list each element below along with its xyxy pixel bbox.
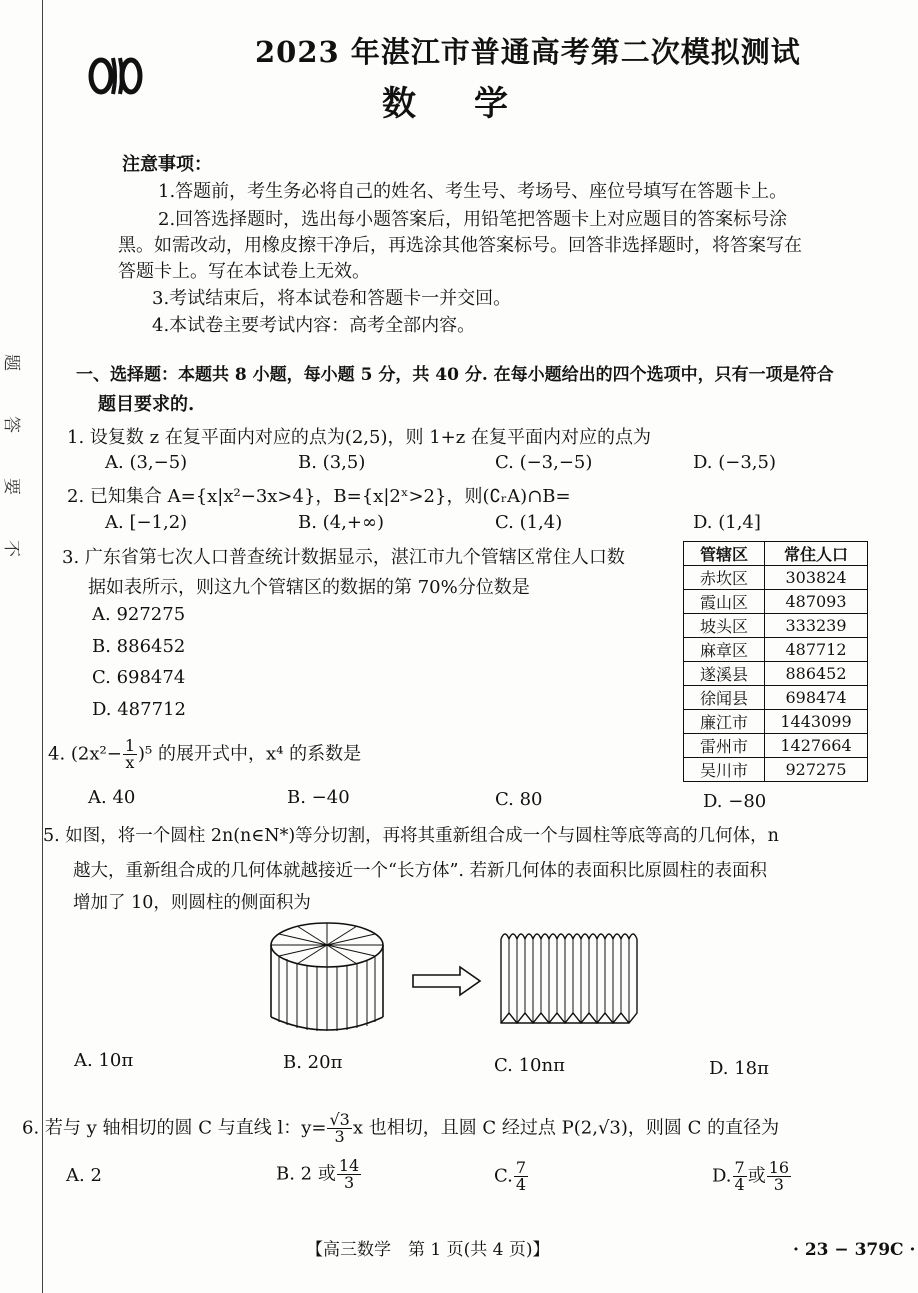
- question-stem: 1. 设复数 z 在复平面内对应的点为(2,5)，则 1+z 在复平面内对应的点为: [67, 427, 651, 448]
- question-stem: 5. 如图，将一个圆柱 2n(n∈N*)等分切割，再将其重新组合成一个与圆柱等底等高的几何体，n: [43, 826, 779, 846]
- notice-line: 4.本试卷主要考试内容：高考全部内容。: [152, 315, 476, 336]
- table-cell: 1443099: [765, 710, 868, 734]
- option-b: B. 20π: [283, 1052, 343, 1073]
- q4-fraction: [123, 738, 137, 771]
- q4-frac-den: x: [125, 753, 135, 772]
- option-b: [276, 1158, 362, 1191]
- section-heading: 题目要求的.: [98, 394, 195, 415]
- option-c: C. (−3,−5): [495, 452, 593, 473]
- table-cell: 487093: [765, 590, 868, 614]
- table-row: [684, 734, 868, 758]
- notice-line: 1.答题前，考生务必将自己的姓名、考生号、考场号、座位号填写在答题卡上。: [158, 181, 788, 202]
- question-stem: [22, 1112, 779, 1145]
- option-d-fraction-1: [733, 1160, 747, 1193]
- q4-prefix: 4. (2x²−: [48, 743, 122, 765]
- option-d-prefix: D.: [712, 1165, 732, 1187]
- table-cell: 廉江市: [684, 710, 765, 734]
- table-row: [684, 662, 868, 686]
- frac-num: 14: [338, 1156, 360, 1175]
- subject-title: 数学: [382, 84, 566, 124]
- table-cell: 麻章区: [684, 638, 765, 662]
- notice-heading: 注意事项：: [122, 154, 212, 175]
- table-row: [684, 686, 868, 710]
- table-row: [684, 614, 868, 638]
- rectangular-prism-icon: [501, 934, 637, 1023]
- table-cell: 333239: [765, 614, 868, 638]
- q4-frac-num: 1: [124, 736, 136, 755]
- exam-logo: [87, 50, 143, 98]
- question-stem: 2. 已知集合 A={x|x²−3x>4}，B={x|2ˣ>2}，则(∁ᵣA)∩B=: [67, 486, 571, 507]
- table-cell: 487712: [765, 638, 868, 662]
- margin-char: 题: [1, 354, 21, 371]
- question-stem: 据如表所示，则这九个管辖区的数据的第 70%分位数是: [88, 577, 530, 598]
- option-b: B. −40: [287, 787, 350, 808]
- table-row: [684, 758, 868, 782]
- question-stem: 3. 广东省第七次人口普查统计数据显示，湛江市九个管辖区常住人口数: [62, 547, 625, 568]
- option-a: A. 2: [66, 1165, 102, 1186]
- option-b: B. (3,5): [298, 452, 366, 473]
- table-header: 管辖区: [684, 542, 765, 566]
- option-c-prefix: C.: [494, 1165, 513, 1187]
- table-row: [684, 710, 868, 734]
- margin-char: 答: [1, 416, 21, 433]
- table-cell: 303824: [765, 566, 868, 590]
- option-d-mid: 或: [747, 1165, 766, 1187]
- frac-den: 3: [773, 1175, 784, 1194]
- option-d: D. −80: [703, 791, 767, 812]
- option-a: A. 927275: [92, 604, 186, 625]
- notice-line: 2.回答选择题时，选出每小题答案后，用铅笔把答题卡上对应题目的答案标号涂: [158, 209, 788, 230]
- frac-num: 7: [515, 1158, 527, 1177]
- page-footer: 【高三数学 第 1 页(共 4 页)】: [306, 1240, 550, 1260]
- population-table: [683, 541, 868, 782]
- binding-line: [42, 0, 43, 1293]
- notice-line: 答题卡上。写在本试卷上无效。: [118, 261, 370, 282]
- q6-fraction: [327, 1112, 351, 1145]
- frac-den: 3: [343, 1173, 355, 1192]
- arrow-right-icon: [413, 967, 480, 995]
- option-d: [712, 1160, 792, 1193]
- option-c: C. 10nπ: [494, 1055, 565, 1076]
- option-c-fraction: [514, 1160, 528, 1193]
- table-cell: 927275: [765, 758, 868, 782]
- q6-part2: x 也相切，且圆 C 经过点 P(2,√3)，则圆 C 的直径为: [352, 1117, 780, 1139]
- table-header-row: [684, 542, 868, 566]
- table-cell: 1427664: [765, 734, 868, 758]
- option-a: A. 10π: [74, 1050, 134, 1071]
- option-c: C. 80: [495, 789, 543, 810]
- option-b-prefix: B. 2 或: [276, 1163, 336, 1185]
- option-c: [494, 1160, 529, 1193]
- frac-num: 16: [768, 1158, 790, 1177]
- margin-char: 不: [1, 540, 21, 557]
- q6-part1: 6. 若与 y 轴相切的圆 C 与直线 l：y=: [22, 1117, 327, 1139]
- option-d: D. 18π: [709, 1058, 769, 1079]
- option-b: B. (4,+∞): [298, 512, 384, 533]
- option-b: B. 886452: [92, 636, 186, 657]
- question-stem: 越大，重新组合成的几何体就越接近一个“长方体”. 若新几何体的表面积比原圆柱的表面积: [73, 861, 768, 881]
- option-c: C. 698474: [92, 667, 186, 688]
- margin-char: 要: [1, 478, 21, 495]
- option-b-fraction: [337, 1158, 361, 1191]
- option-a: A. (3,−5): [105, 452, 188, 473]
- table-row: [684, 590, 868, 614]
- table-cell: 赤坎区: [684, 566, 765, 590]
- table-cell: 霞山区: [684, 590, 765, 614]
- section-heading: 一、选择题：本题共 8 小题，每小题 5 分，共 40 分. 在每小题给出的四个选项中，只有一项是符合: [76, 365, 834, 385]
- option-d: D. 487712: [92, 699, 186, 720]
- option-d-fraction-2: [767, 1160, 791, 1193]
- q4-suffix: )⁵ 的展开式中，x⁴ 的系数是: [138, 743, 362, 765]
- table-cell: 吴川市: [684, 758, 765, 782]
- option-d: D. (1,4]: [693, 512, 761, 533]
- cylinder-figure: [265, 915, 665, 1045]
- table-cell: 坡头区: [684, 614, 765, 638]
- option-d: D. (−3,5): [693, 452, 776, 473]
- table-row: [684, 638, 868, 662]
- table-header: 常住人口: [765, 542, 868, 566]
- exam-title: 2023 年湛江市普通高考第二次模拟测试: [255, 35, 801, 69]
- option-a: A. 40: [88, 787, 136, 808]
- table-cell: 徐闻县: [684, 686, 765, 710]
- notice-line: 3.考试结束后，将本试卷和答题卡一并交回。: [152, 288, 512, 309]
- notice-line: 黑。如需改动，用橡皮擦干净后，再选涂其他答案标号。回答非选择题时，将答案写在: [118, 235, 802, 256]
- table-cell: 886452: [765, 662, 868, 686]
- q6-frac-num: √3: [329, 1110, 350, 1129]
- frac-den: 4: [515, 1175, 527, 1194]
- cylinder-icon: [271, 923, 383, 1031]
- frac-num: 7: [734, 1158, 745, 1177]
- q6-frac-den: 3: [334, 1127, 345, 1146]
- question-stem: [48, 738, 361, 771]
- question-stem: 增加了 10，则圆柱的侧面积为: [73, 893, 311, 913]
- frac-den: 4: [734, 1175, 745, 1194]
- option-c: C. (1,4): [495, 512, 563, 533]
- table-cell: 雷州市: [684, 734, 765, 758]
- table-cell: 698474: [765, 686, 868, 710]
- option-a: A. [−1,2): [105, 512, 188, 533]
- exam-code: · 23 − 379C ·: [793, 1240, 916, 1260]
- table-cell: 遂溪县: [684, 662, 765, 686]
- table-row: [684, 566, 868, 590]
